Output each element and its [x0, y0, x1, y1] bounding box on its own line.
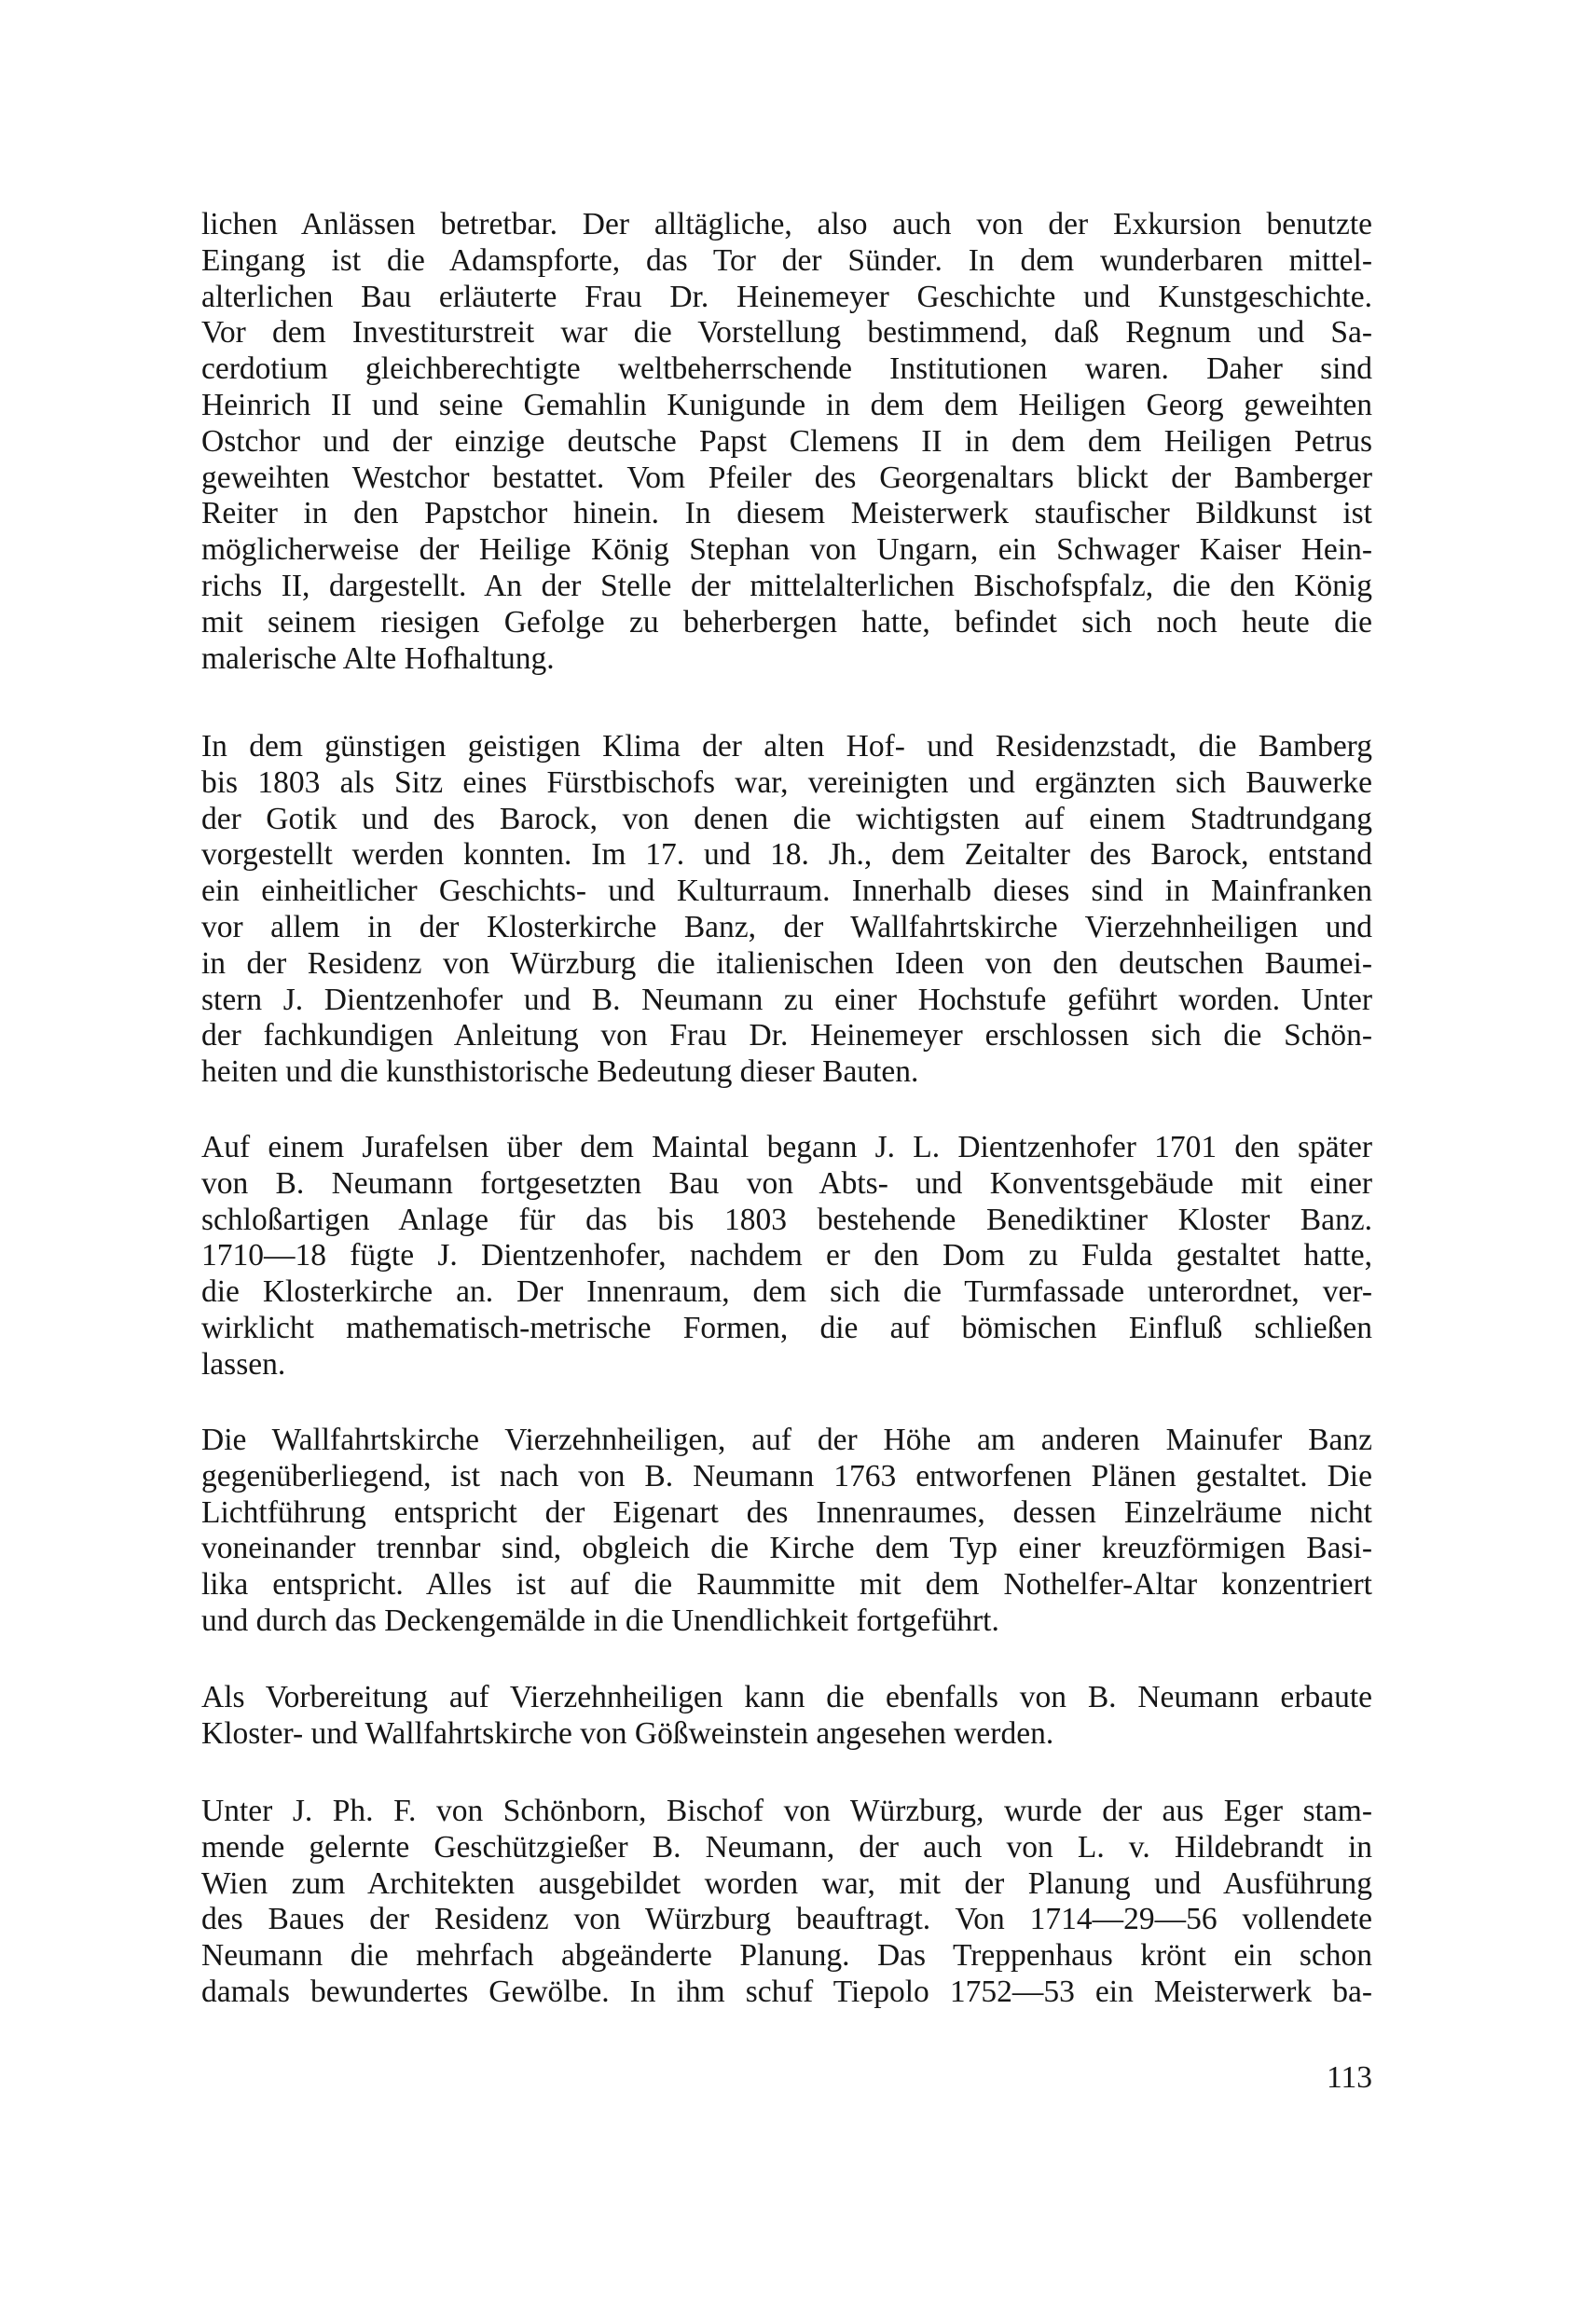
text-line: lichen Anlässen betretbar. Der alltägliche, also auch von der Exkursion benutzte [201, 207, 1372, 241]
paragraph-1 [201, 207, 1372, 677]
text-line: Unter J. Ph. F. von Schönborn, Bischof von Würzburg, wurde der aus Eger stam- [201, 1794, 1372, 1828]
text-line: Eingang ist die Adamspforte, das Tor der Sünder. In dem wunderbaren mittel- [201, 242, 1372, 278]
text-line: die Klosterkirche an. Der Innenraum, dem sich die Turmfassade unterordnet, ver- [201, 1274, 1372, 1310]
text-line: gegenüberliegend, ist nach von B. Neumann 1763 entworfenen Plänen gestaltet. Die [201, 1458, 1372, 1493]
text-line: malerische Alte Hofhaltung. [201, 640, 555, 676]
paragraph-4 [201, 1423, 1372, 1640]
text-line: richs II, dargestellt. An der Stelle der mittelalterlichen Bischofspfalz, die den König [201, 568, 1372, 603]
text-line: Lichtführung entspricht der Eigenart des Innenraumes, dessen Einzelräume nicht [201, 1494, 1372, 1530]
text-line: cerdotium gleichberechtigte weltbeherrschende Institutionen waren. Daher sind [201, 351, 1372, 387]
text-line: 1710—18 fügte J. Dientzenhofer, nachdem er den Dom zu Fulda gestaltet hatte, [201, 1238, 1372, 1273]
text-line: von B. Neumann fortgesetzten Bau von Abts- und Konventsgebäude mit einer [201, 1165, 1372, 1201]
text-line: Neumann die mehrfach abgeänderte Planung. Das Treppenhaus krönt ein schon [201, 1938, 1372, 1974]
text-line: Auf einem Jurafelsen über dem Maintal begann J. L. Dientzenhofer 1701 den später [201, 1130, 1372, 1164]
text-line: lassen. [201, 1346, 286, 1382]
paragraph-3 [201, 1130, 1372, 1383]
text-line: mende gelernte Geschützgießer B. Neumann, der auch von L. v. Hildebrandt in [201, 1829, 1372, 1865]
text-line: und durch das Deckengemälde in die Unendlichkeit fortgeführt. [201, 1603, 999, 1638]
text-line: in der Residenz von Würzburg die italienischen Ideen von den deutschen Baumei- [201, 945, 1372, 981]
text-line: der fachkundigen Anleitung von Frau Dr. Heinemeyer erschlossen sich die Schön- [201, 1018, 1372, 1053]
text-line: vorgestellt werden konnten. Im 17. und 18. Jh., dem Zeitalter des Barock, entstand [201, 837, 1372, 873]
text-line: Wien zum Architekten ausgebildet worden war, mit der Planung und Ausführung [201, 1865, 1372, 1901]
text-line: vor allem in der Klosterkirche Banz, der Wallfahrtskirche Vierzehnheiligen und [201, 909, 1372, 944]
text-line: damals bewundertes Gewölbe. In ihm schuf Tiepolo 1752—53 ein Meisterwerk ba- [201, 1974, 1372, 2009]
text-line: bis 1803 als Sitz eines Fürstbischofs war, vereinigten und ergänzten sich Bauwerke [201, 764, 1372, 800]
text-line: mit seinem riesigen Gefolge zu beherbergen hatte, befindet sich noch heute die [201, 604, 1372, 640]
text-line: Reiter in den Papstchor hinein. In diesem Meisterwerk staufischer Bildkunst ist [201, 496, 1372, 531]
text-line: Heinrich II und seine Gemahlin Kunigunde in dem dem Heiligen Georg geweihten [201, 387, 1372, 422]
paragraph-6 [201, 1794, 1372, 2011]
text-line: lika entspricht. Alles ist auf die Raummitte mit dem Nothelfer-Altar konzentriert [201, 1567, 1372, 1603]
text-line: wirklicht mathematisch-metrische Formen, die auf bömischen Einfluß schließen [201, 1310, 1372, 1345]
text-line: Als Vorbereitung auf Vierzehnheiligen kann die ebenfalls von B. Neumann erbaute [201, 1680, 1372, 1714]
text-line: des Baues der Residenz von Würzburg beauftragt. Von 1714—29—56 vollendete [201, 1902, 1372, 1937]
text-line: stern J. Dientzenhofer und B. Neumann zu einer Hochstufe geführt worden. Unter [201, 982, 1372, 1017]
page-number: 113 [1326, 2060, 1372, 2095]
text-line: alterlichen Bau erläuterte Frau Dr. Heinemeyer Geschichte und Kunstgeschichte. [201, 279, 1372, 314]
text-line: der Gotik und des Barock, von denen die wichtigsten auf einem Stadtrundgang [201, 801, 1372, 836]
paragraph-5 [201, 1680, 1372, 1753]
text-line: ein einheitlicher Geschichts- und Kulturraum. Innerhalb dieses sind in Mainfranken [201, 874, 1372, 909]
text-line: geweihten Westchor bestattet. Vom Pfeiler des Georgenaltars blickt der Bamberger [201, 460, 1372, 495]
text-line: schloßartigen Anlage für das bis 1803 bestehende Benediktiner Kloster Banz. [201, 1202, 1372, 1237]
text-line: In dem günstigen geistigen Klima der alten Hof- und Residenzstadt, die Bamberg [201, 729, 1372, 764]
text-line: Vor dem Investiturstreit war die Vorstellung bestimmend, daß Regnum und Sa- [201, 315, 1372, 351]
text-line: Kloster- und Wallfahrtskirche von Gößweinstein angesehen werden. [201, 1715, 1054, 1751]
text-line: heiten und die kunsthistorische Bedeutung dieser Bauten. [201, 1054, 919, 1090]
paragraph-2 [201, 729, 1372, 1091]
text-line: voneinander trennbar sind, obgleich die Kirche dem Typ einer kreuzförmigen Basi- [201, 1531, 1372, 1566]
text-line: möglicherweise der Heilige König Stephan von Ungarn, ein Schwager Kaiser Hein- [201, 532, 1372, 568]
text-line: Ostchor und der einzige deutsche Papst Clemens II in dem dem Heiligen Petrus [201, 423, 1372, 459]
text-line: Die Wallfahrtskirche Vierzehnheiligen, auf der Höhe am anderen Mainufer Banz [201, 1423, 1372, 1457]
